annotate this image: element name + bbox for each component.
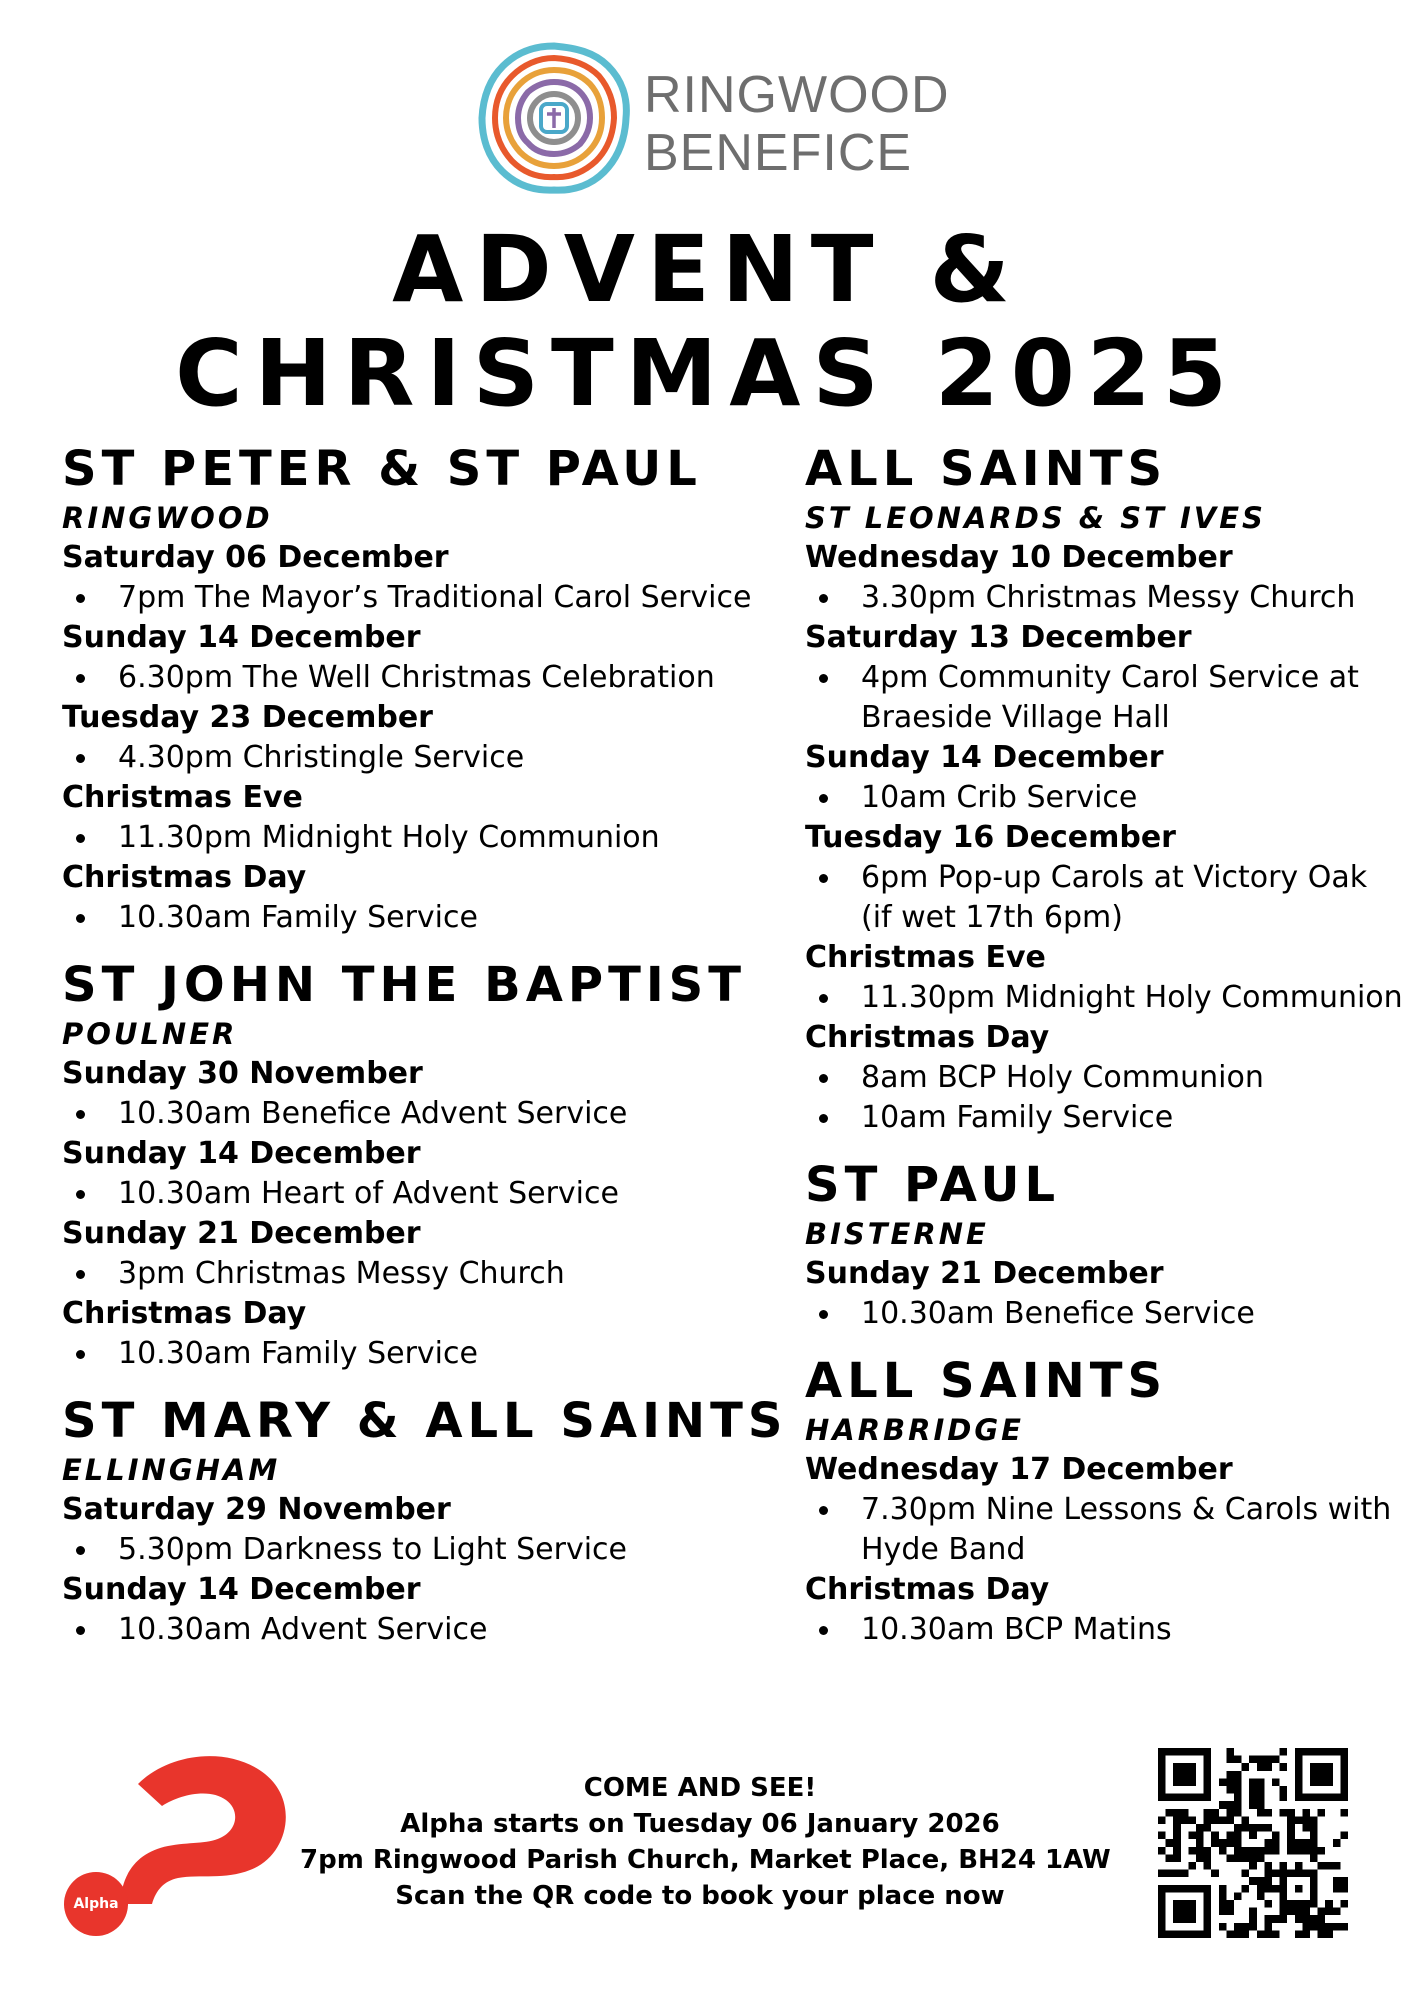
service-day: Wednesday 17 December <box>805 1452 1233 1487</box>
alpha-badge: Alpha <box>64 1872 128 1936</box>
service-list <box>62 1094 782 1134</box>
service-item: 10.30am Benefice Advent Service <box>62 1094 782 1134</box>
service-list <box>62 738 782 778</box>
footer-line-2: Alpha starts on Tuesday 06 January 2026 <box>400 1809 1000 1839</box>
service-list <box>62 1334 782 1374</box>
ringwood-benefice-logo-icon <box>478 42 630 194</box>
service-item: 10.30am Heart of Advent Service <box>62 1174 782 1214</box>
church-section <box>62 956 782 1374</box>
footer-line-3: 7pm Ringwood Parish Church, Market Place, BH24 1AW <box>300 1845 1111 1875</box>
service-list <box>62 658 782 698</box>
service-day: Christmas Eve <box>805 940 1046 975</box>
service-day: Christmas Day <box>62 860 307 895</box>
church-name: ALL SAINTS <box>805 441 1168 497</box>
service-item: 11.30pm Midnight Holy Communion <box>805 978 1405 1018</box>
service-list <box>805 658 1405 738</box>
service-item: 10.30am Advent Service <box>62 1610 782 1650</box>
church-section <box>805 1352 1405 1650</box>
right-column <box>805 440 1405 1668</box>
title-line-2: CHRISTMAS 2025 <box>175 320 1239 427</box>
service-item: 11.30pm Midnight Holy Communion <box>62 818 782 858</box>
service-day: Christmas Eve <box>62 780 303 815</box>
service-list <box>62 1254 782 1294</box>
service-day: Sunday 21 December <box>805 1256 1164 1291</box>
church-place: POULNER <box>62 1017 238 1051</box>
service-day: Christmas Day <box>62 1296 307 1331</box>
service-day: Saturday 06 December <box>62 540 449 575</box>
church-place: HARBRIDGE <box>805 1413 1024 1447</box>
service-item: 8am BCP Holy Communion <box>805 1058 1405 1098</box>
service-list <box>805 1610 1405 1650</box>
footer-line-4: Scan the QR code to book your place now <box>395 1881 1005 1911</box>
church-place: BISTERNE <box>805 1217 989 1251</box>
church-name: ST JOHN THE BAPTIST <box>62 957 746 1013</box>
service-item: 10am Family Service <box>805 1098 1405 1138</box>
service-item: 7.30pm Nine Lessons & Carols with Hyde Band <box>805 1490 1405 1570</box>
service-list <box>62 898 782 938</box>
service-day: Sunday 14 December <box>62 1572 421 1607</box>
service-item: 4pm Community Carol Service at Braeside Village Hall <box>805 658 1405 738</box>
service-list <box>805 978 1405 1018</box>
service-list <box>62 1610 782 1650</box>
logo-line-2: BENEFICE <box>644 124 913 182</box>
service-day: Sunday 14 December <box>62 620 421 655</box>
service-list <box>805 1490 1405 1570</box>
service-list <box>805 858 1405 938</box>
church-section <box>805 440 1405 1138</box>
logo-line-1: RINGWOOD <box>644 66 950 124</box>
service-list <box>62 1174 782 1214</box>
service-day: Tuesday 23 December <box>62 700 433 735</box>
service-item: 6pm Pop-up Carols at Victory Oak (if wet 17th 6pm) <box>805 858 1405 938</box>
service-item: 10.30am BCP Matins <box>805 1610 1405 1650</box>
church-section <box>62 440 782 938</box>
service-day: Saturday 13 December <box>805 620 1192 655</box>
left-column <box>62 440 788 1668</box>
church-place: RINGWOOD <box>62 501 273 535</box>
service-list <box>62 818 782 858</box>
church-place: ELLINGHAM <box>62 1453 281 1487</box>
service-item: 3pm Christmas Messy Church <box>62 1254 782 1294</box>
alpha-logo <box>60 1744 292 1944</box>
qr-code-icon[interactable] <box>1158 1748 1348 1938</box>
service-item: 7pm The Mayor’s Traditional Carol Service <box>62 578 782 618</box>
benefice-logo <box>478 42 950 202</box>
service-item: 5.30pm Darkness to Light Service <box>62 1530 782 1570</box>
service-day: Sunday 14 December <box>805 740 1164 775</box>
footer-line-1: COME AND SEE! <box>583 1773 817 1803</box>
service-list <box>805 578 1405 618</box>
church-name: ST PETER & ST PAUL <box>62 441 702 497</box>
service-item: 10.30am Family Service <box>62 898 782 938</box>
service-day: Saturday 29 November <box>62 1492 451 1527</box>
service-item: 6.30pm The Well Christmas Celebration <box>62 658 782 698</box>
service-list <box>62 1530 782 1570</box>
church-section <box>62 1392 788 1650</box>
alpha-invitation <box>300 1770 1111 1914</box>
service-item: 4.30pm Christingle Service <box>62 738 782 778</box>
service-item: 10am Crib Service <box>805 778 1405 818</box>
church-name: ST PAUL <box>805 1157 1061 1213</box>
church-place: ST LEONARDS & ST IVES <box>805 501 1266 535</box>
service-day: Sunday 21 December <box>62 1216 421 1251</box>
service-list <box>805 1294 1405 1334</box>
service-day: Tuesday 16 December <box>805 820 1176 855</box>
service-item: 10.30am Benefice Service <box>805 1294 1405 1334</box>
church-name: ALL SAINTS <box>805 1353 1168 1409</box>
service-day: Christmas Day <box>805 1020 1050 1055</box>
service-item: 10.30am Family Service <box>62 1334 782 1374</box>
service-day: Christmas Day <box>805 1572 1050 1607</box>
church-name: ST MARY & ALL SAINTS <box>62 1393 788 1449</box>
service-day: Sunday 30 November <box>62 1056 423 1091</box>
logo-wordmark <box>644 66 950 182</box>
service-list <box>62 578 782 618</box>
service-list <box>805 778 1405 818</box>
service-day: Wednesday 10 December <box>805 540 1233 575</box>
page-title <box>0 218 1414 426</box>
church-section <box>805 1156 1405 1334</box>
service-list <box>805 1058 1405 1138</box>
service-item: 3.30pm Christmas Messy Church <box>805 578 1405 618</box>
title-line-1: ADVENT & <box>392 216 1022 323</box>
service-day: Sunday 14 December <box>62 1136 421 1171</box>
